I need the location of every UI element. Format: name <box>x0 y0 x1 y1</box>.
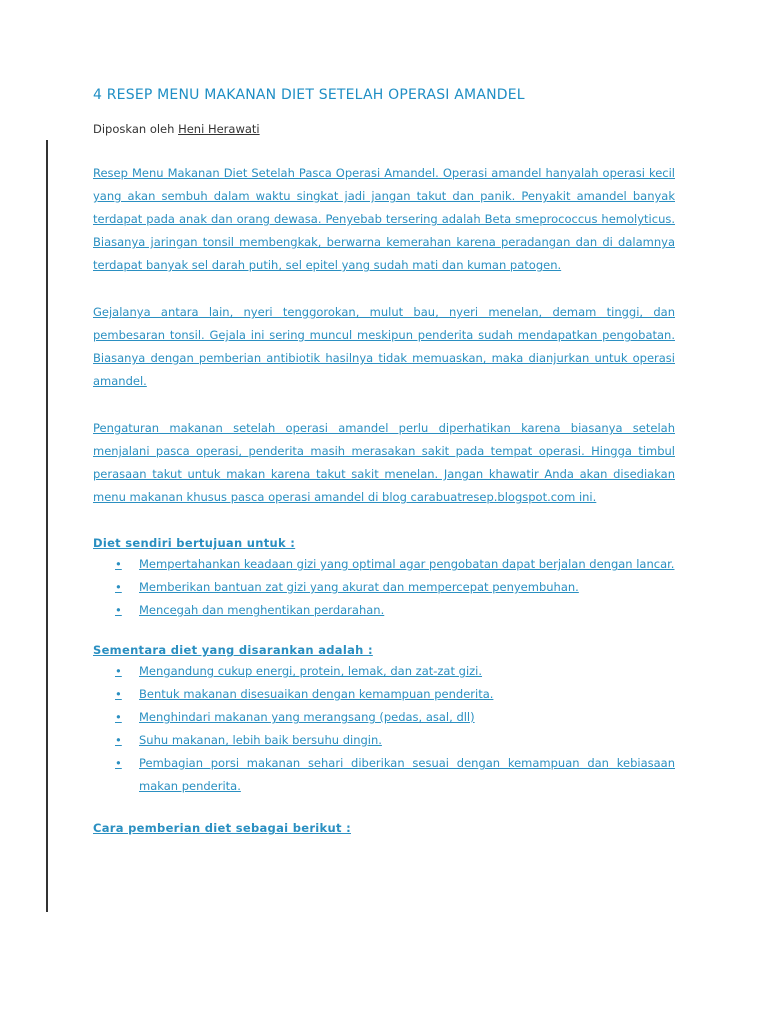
bullet-icon: • <box>115 580 122 594</box>
bullet-icon: • <box>115 664 122 678</box>
list-item[interactable] <box>93 706 675 729</box>
author-link[interactable]: Heni Herawati <box>178 122 260 136</box>
recommended-list <box>93 660 675 798</box>
byline <box>93 120 675 138</box>
bullet-icon: • <box>115 756 122 770</box>
section-heading-recommended[interactable]: Sementara diet yang disarankan adalah : <box>93 643 373 657</box>
list-item[interactable] <box>93 683 675 706</box>
list-item[interactable] <box>93 660 675 683</box>
section-heading-method[interactable]: Cara pemberian diet sebagai berikut : <box>93 821 351 835</box>
margin-line <box>46 140 48 912</box>
paragraph-symptoms[interactable]: Gejalanya antara lain, nyeri tenggorokan, mulut bau, nyeri menelan, demam tinggi, dan pembesaran tonsil. Gejala ini sering muncul meskipun penderita sudah mendapatkan pengobatan. Biasanya dengan pemberian antibiotik hasilnya tidak memuaskan, maka dianjurkan untuk operasi amandel. <box>93 305 675 388</box>
page-title: 4 RESEP MENU MAKANAN DIET SETELAH OPERASI AMANDEL <box>93 87 525 103</box>
list-item-text: Menghindari makanan yang merangsang (pedas, asal, dll) <box>139 710 475 724</box>
goals-list <box>93 553 675 622</box>
list-item-text: Bentuk makanan disesuaikan dengan kemampuan penderita. <box>139 687 494 701</box>
paragraph-diet-arrangement[interactable]: Pengaturan makanan setelah operasi amandel perlu diperhatikan karena biasanya setelah menjalani pasca operasi, penderita masih merasakan sakit pada tempat operasi. Hingga timbul perasaan takut untuk makan karena takut sakit menelan. Jangan khawatir Anda akan disediakan menu makanan khusus pasca operasi amandel di blog carabuatresep.blogspot.com ini. <box>93 421 675 504</box>
list-item-text: Mempertahankan keadaan gizi yang optimal agar pengobatan dapat berjalan dengan lancar. <box>139 557 675 571</box>
bullet-icon: • <box>115 710 122 724</box>
list-item-text: Memberikan bantuan zat gizi yang akurat dan mempercepat penyembuhan. <box>139 580 579 594</box>
list-item[interactable] <box>93 599 675 622</box>
section-heading-goals[interactable]: Diet sendiri bertujuan untuk : <box>93 536 296 550</box>
list-item[interactable] <box>93 576 675 599</box>
bullet-icon: • <box>115 733 122 747</box>
list-item[interactable] <box>93 729 675 752</box>
list-item[interactable] <box>93 752 675 798</box>
list-item-text: Mencegah dan menghentikan perdarahan. <box>139 603 385 617</box>
byline-prefix: Diposkan oleh <box>93 122 175 136</box>
document-page <box>93 82 675 838</box>
list-item[interactable] <box>93 553 675 576</box>
list-item-text: Pembagian porsi makanan sehari diberikan sesuai dengan kemampuan dan kebiasaan makan penderita. <box>139 756 675 793</box>
bullet-icon: • <box>115 557 122 571</box>
list-item-text: Mengandung cukup energi, protein, lemak, dan zat-zat gizi. <box>139 664 483 678</box>
list-item-text: Suhu makanan, lebih baik bersuhu dingin. <box>139 733 382 747</box>
bullet-icon: • <box>115 603 122 617</box>
bullet-icon: • <box>115 687 122 701</box>
paragraph-intro[interactable]: Resep Menu Makanan Diet Setelah Pasca Operasi Amandel. Operasi amandel hanyalah operasi kecil yang akan sembuh dalam waktu singkat jadi jangan takut dan panik. Penyakit amandel banyak terdapat pada anak dan orang dewasa. Penyebab tersering adalah Beta smeprococcus hemolyticus. Biasanya jaringan tonsil membengkak, berwarna kemerahan karena peradangan dan di dalamnya terdapat banyak sel darah putih, sel epitel yang sudah mati dan kuman patogen. <box>93 166 675 272</box>
